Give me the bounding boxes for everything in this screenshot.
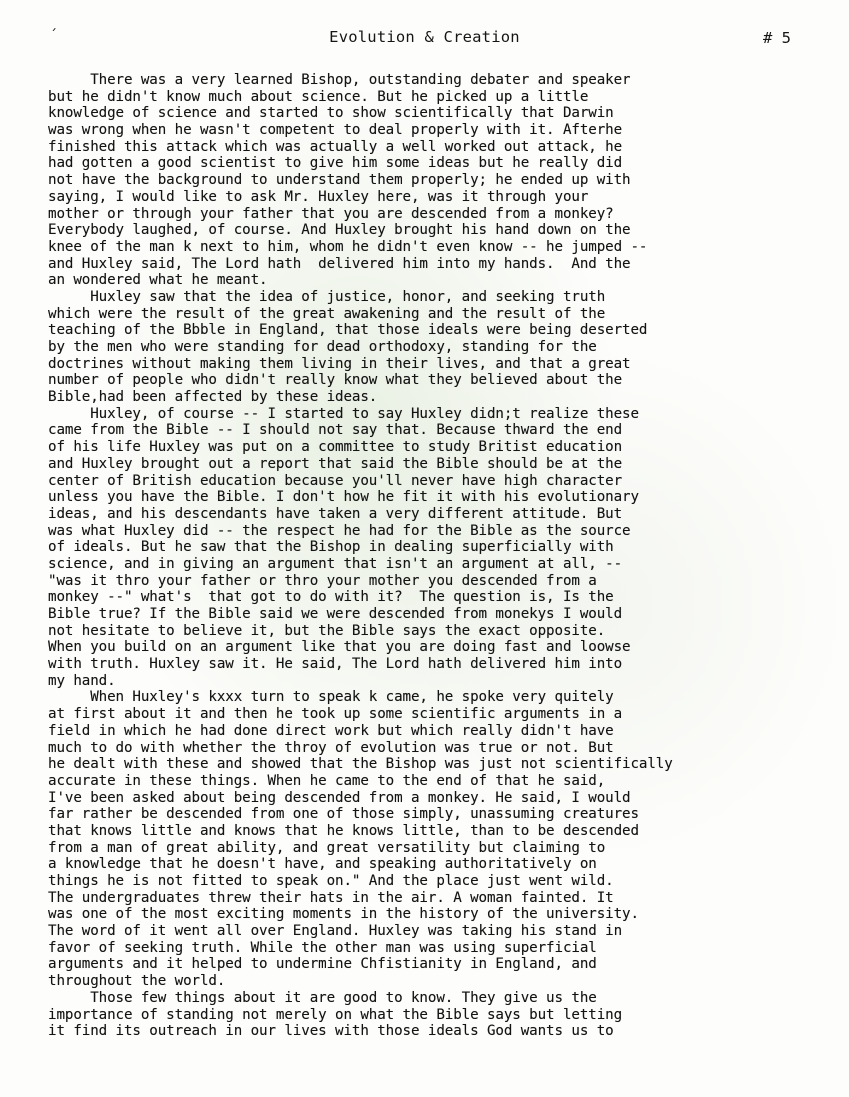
text-line: mother or through your father that you are descended from a monkey? [48, 205, 614, 222]
page-title: Evolution & Creation [329, 28, 520, 46]
text-line: knee of the man k next to him, whom he didn't even know -- he jumped -- [48, 238, 648, 255]
text-line: not have the background to understand them properly; he ended up with [48, 172, 631, 189]
text-line: monkey --" what's that got to do with it? The question is, Is the [48, 589, 614, 606]
text-line: was one of the most exciting moments in the history of the university. [48, 906, 639, 923]
text-line: and Huxley brought out a report that said the Bible should be at the [48, 455, 623, 472]
text-line: was wrong when he wasn't competent to deal properly with it. Afterhe [48, 122, 623, 139]
text-line: but he didn't know much about science. But he picked up a little [48, 88, 589, 105]
text-line: he dealt with these and showed that the Bishop was just not scientifically [48, 756, 673, 773]
text-line: of ideals. But he saw that the Bishop in dealing superficially with [48, 539, 614, 556]
text-line: doctrines without making them living in their lives, and that a great [48, 355, 631, 372]
text-line: Huxley, of course -- I started to say Huxley didn;t realize these [48, 405, 639, 422]
text-line: by the men who were standing for dead orthodoxy, standing for the [48, 339, 597, 355]
text-line: field in which he had done direct work but which really didn't have [48, 722, 614, 739]
text-line: unless you have the Bible. I don't how he fit it with his evolutionary [48, 489, 639, 506]
text-line: that knows little and knows that he knows little, than to be descended [48, 822, 639, 839]
text-line: a knowledge that he doesn't have, and speaking authoritatively on [48, 856, 597, 873]
text-line: an wondered what he meant. [48, 272, 268, 289]
text-line: knowledge of science and started to show scientifically that Darwin [48, 105, 614, 122]
text-line: it find its outreach in our lives with those ideals God wants us to [48, 1023, 614, 1040]
text-line: of his life Huxley was put on a committee to study Britist education [48, 439, 623, 456]
text-line: importance of standing not merely on what the Bible says but letting [48, 1006, 623, 1023]
text-line: favor of seeking truth. While the other man was using superficial [48, 939, 597, 956]
text-line: accurate in these things. When he came to the end of that he said, [48, 772, 606, 789]
text-line: came from the Bible -- I should not say that. Because thward the end [48, 422, 623, 439]
text-line: far rather be descended from one of those simply, unassuming creatures [48, 806, 639, 823]
text-line: at first about it and then he took up some scientific arguments in a [48, 706, 623, 723]
text-line: had gotten a good scientist to give him some ideas but he really did [48, 155, 623, 172]
text-line: Everybody laughed, of course. And Huxley brought his hand down on the [48, 222, 631, 239]
text-line: throughout the world. [48, 973, 226, 990]
text-line: ideas, and his descendants have taken a very different attitude. But [48, 505, 623, 522]
text-line: When you build on an argument like that you are doing fast and loowse [48, 639, 631, 656]
text-line: with truth. Huxley saw it. He said, The Lord hath delivered him into [48, 656, 623, 673]
text-line: Huxley saw that the idea of justice, honor, and seeking truth [48, 288, 606, 305]
text-line: The word of it went all over England. Huxley was taking his stand in [48, 923, 623, 940]
text-line: number of people who didn't really know what they believed about the [48, 372, 623, 389]
text-line: There was a very learned Bishop, outstanding debater and speaker [48, 72, 631, 88]
text-line: Those few things about it are good to know. They give us the [48, 989, 597, 1006]
text-line: teaching of the Bbble in England, that those ideals were being deserted [48, 322, 648, 339]
text-line: things he is not fitted to speak on." And the place just went wild. [48, 873, 614, 889]
text-line: science, and in giving an argument that isn't an argument at all, -- [48, 555, 623, 572]
text-line: which were the result of the great awakening and the result of the [48, 305, 606, 322]
text-line: center of British education because you'll never have high character [48, 472, 623, 489]
page-number: # 5 [763, 29, 791, 47]
text-line: from a man of great ability, and great versatility but claiming to [48, 839, 606, 856]
text-line: Bible,had been affected by these ideas. [48, 389, 378, 406]
text-line: much to do with whether the throy of evolution was true or not. But [48, 739, 614, 756]
text-line: was what Huxley did -- the respect he had for the Bible as the source [48, 522, 631, 539]
stray-mark: ´ [50, 28, 57, 44]
text-line: my hand. [48, 672, 116, 689]
text-line: When Huxley's kxxx turn to speak k came, he spoke very quitely [48, 689, 614, 706]
text-line: and Huxley said, The Lord hath delivered him into my hands. And the [48, 255, 631, 272]
text-line: arguments and it helped to undermine Chfistianity in England, and [48, 956, 597, 973]
text-line: "was it thro your father or thro your mother you descended from a [48, 572, 597, 589]
text-line: I've been asked about being descended from a monkey. He said, I would [48, 789, 631, 806]
text-line: Bible true? If the Bible said we were descended from monekys I would [48, 606, 623, 622]
text-line: not hesitate to believe it, but the Bible says the exact opposite. [48, 622, 606, 639]
text-line: The undergraduates threw their hats in the air. A woman fainted. It [48, 889, 614, 906]
text-line: finished this attack which was actually a well worked out attack, he [48, 138, 623, 155]
text-line: saying, I would like to ask Mr. Huxley here, was it through your [48, 188, 589, 205]
body-text [48, 72, 838, 1040]
